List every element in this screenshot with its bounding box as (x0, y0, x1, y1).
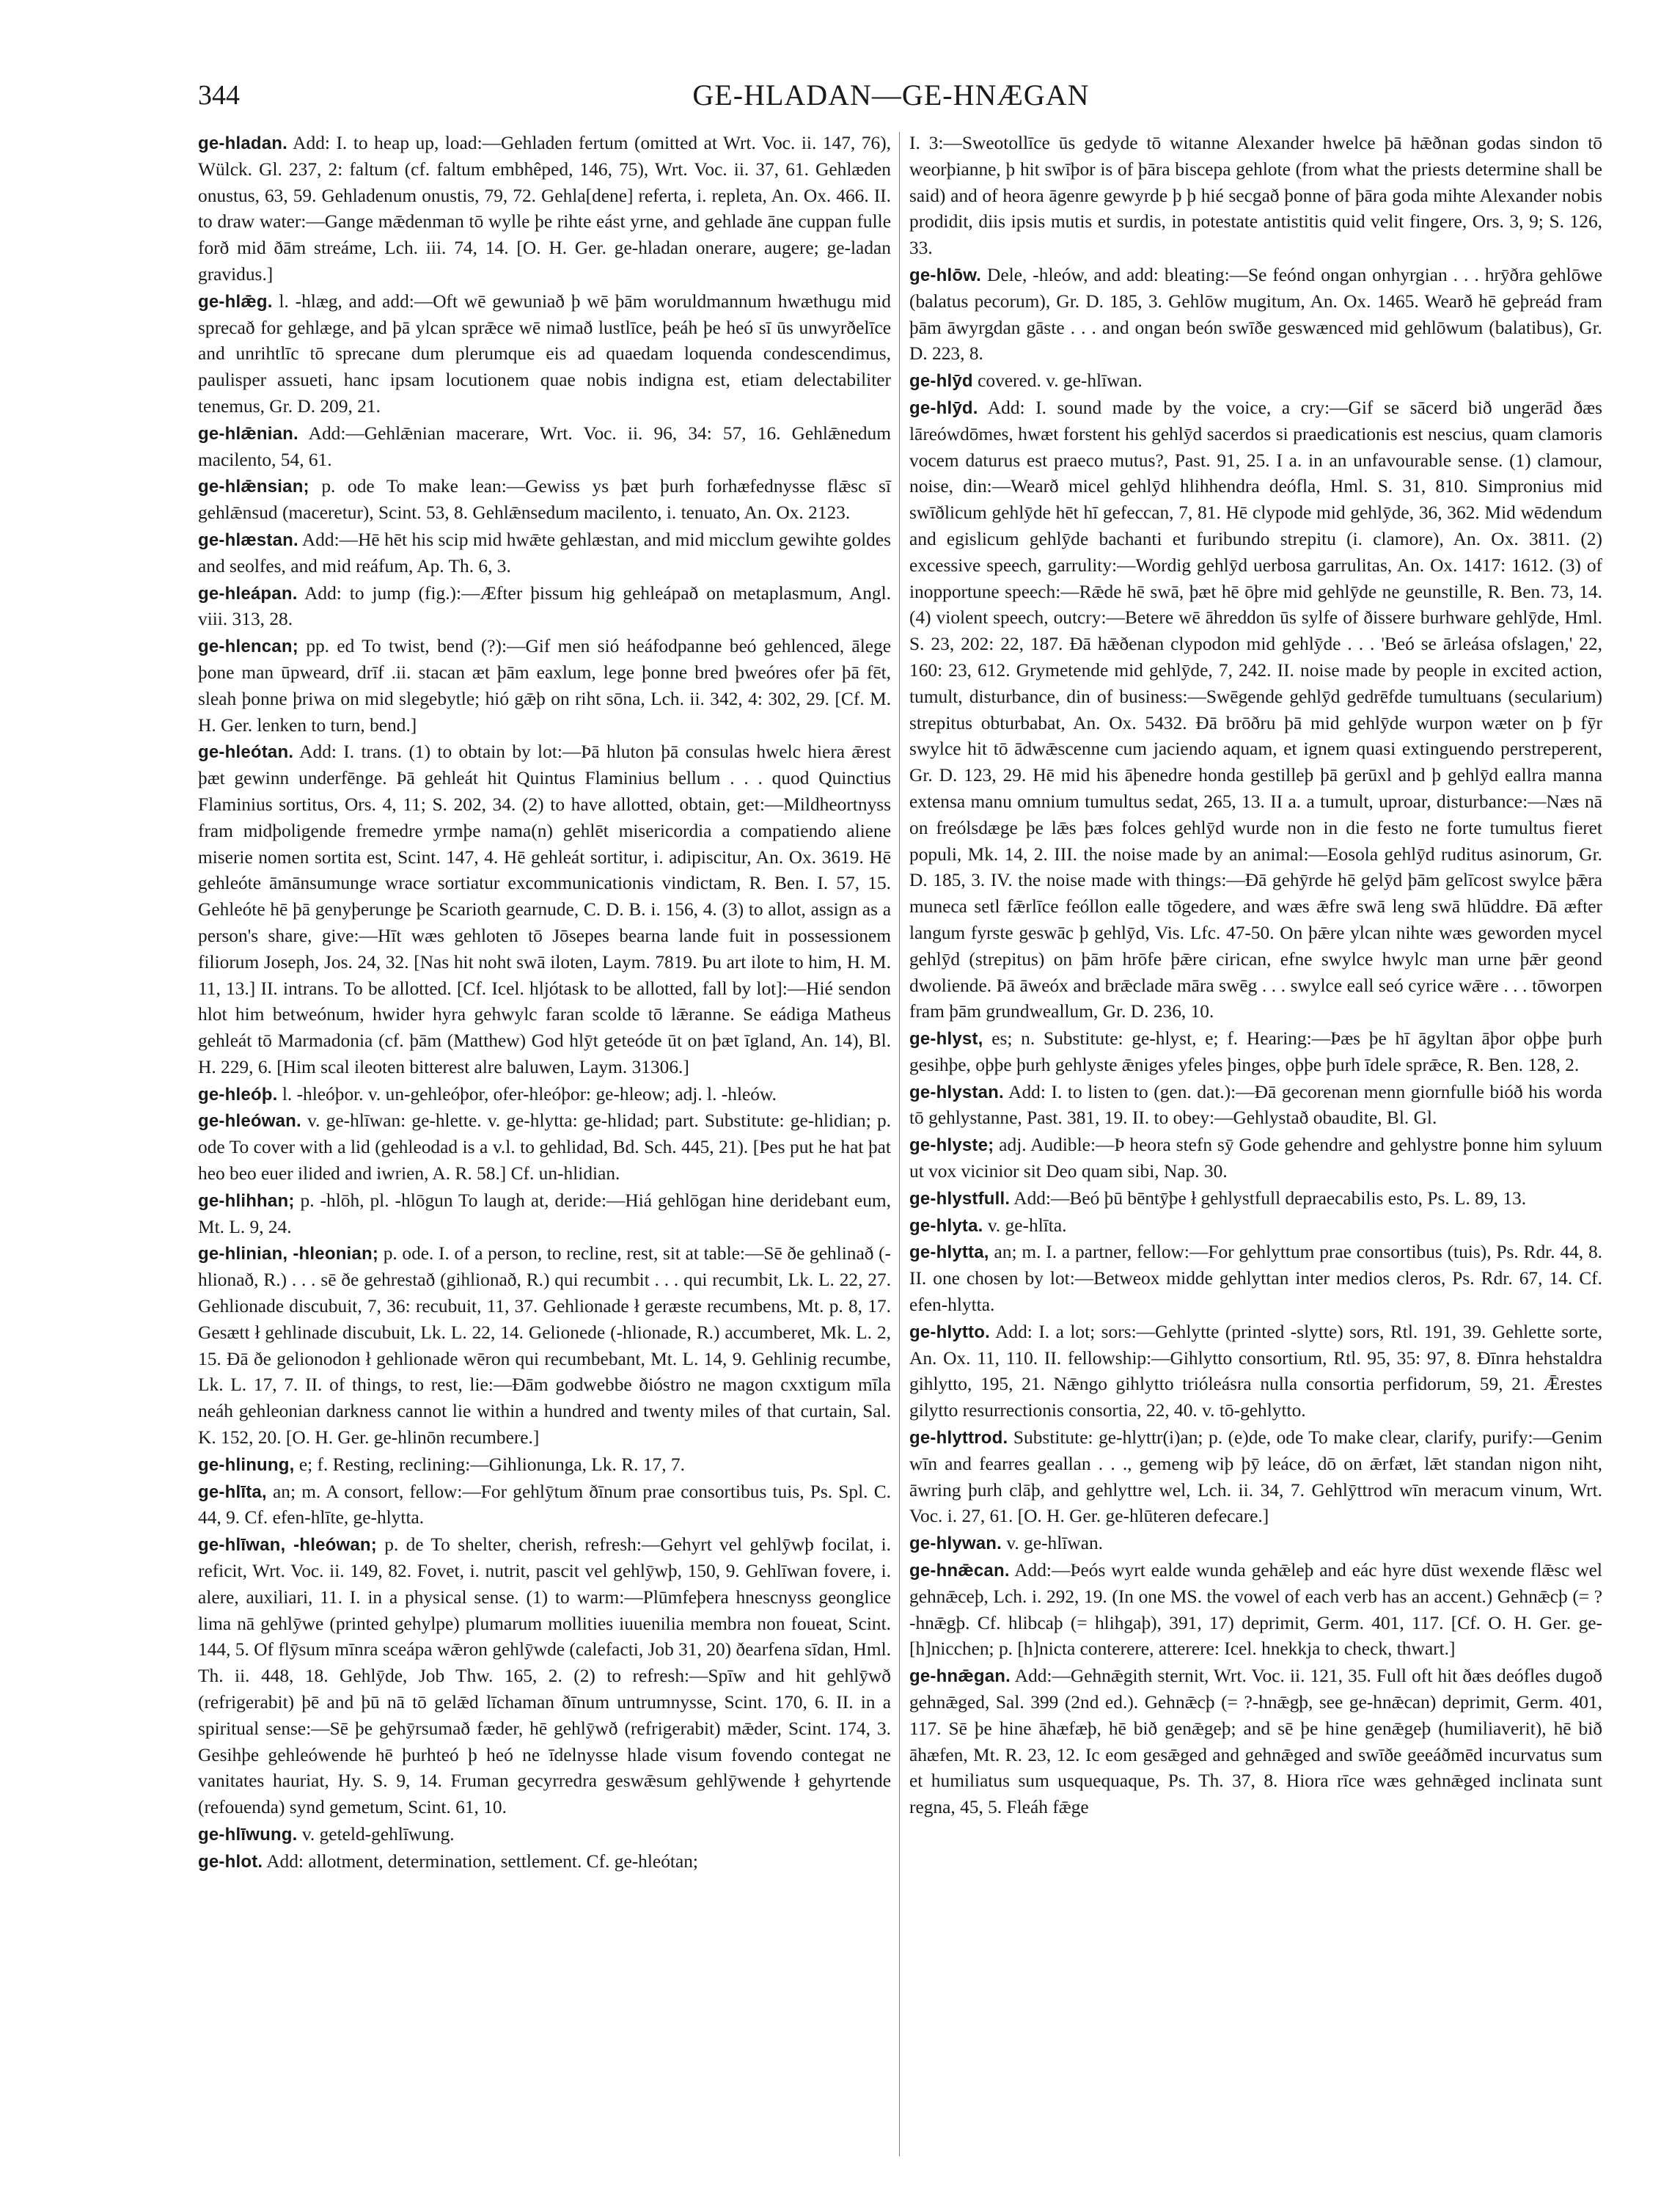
entry-definition: Add: I. to heap up, load:—Gehladen fertum (omitted at Wrt. Voc. ii. 147, 76), Wülck. Gl. 237, 2: faltum (cf. faltum embhêped, 146, 75), Wrt. Voc. ii. 37, 61. Gehlæden onustus, 63, 59. Gehladenum onustis, 79, 72. Gehla[dene] referta, i. repleta, An. Ox. 466. II. to draw water:—Gange mǣdenman tō wylle þe rihte eást yrne, and gehlade āne cuppan fulle forð mid ðām streáme, Lch. iii. 74, 14. [O. H. Ger. ge-hladan onerare, augere; ge-ladan gravidus.] (198, 133, 891, 285)
entry-headword: ge-hlǣnian. (198, 423, 298, 444)
entry-definition: I. 3:—Sweotollīce ūs gedyde tō witanne Alexander hwelce þā hǣðnan godas sindon tō weorþianne, þ hit swīþor is of þāra biscepa gehlote (from what the priests determine shall be said) and of heora āgenre gewyrde þ þ hié secgað þonne of þāra goda mihte Alexander nobis prodidit, diis ipsis mutis et surdis, in potestate antistitis quid velit fingere, Ors. 3, 9; S. 126, 33. (909, 133, 1602, 259)
dictionary-entry (909, 1425, 1602, 1530)
entry-headword: ge-hlywan. (909, 1534, 1002, 1554)
entry-definition: p. de To shelter, cherish, refresh:—Gehyrt vel gehlȳwþ focilat, i. reficit, Wrt. Voc. ii. 149, 82. Fovet, i. nutrit, pascit vel gehlȳwþ, 150, 9. Gehlīwan fovere, i. alere, auxiliari, 11. I. in a physical sense. (1) to warm:—Plūmfeþera hnescnyss geonglice lima nā gehlȳwe (printed gehylpe) plumarum mollities iuuenilia membra non foueat, Scint. 144, 5. Of flȳsum mīnra sceápa wǣron gehlȳwde (calefacti, Job 31, 20) ðearfena sīdan, Hml. Th. ii. 448, 18. Gehlȳde, Job Thw. 165, 2. (2) to refresh:—Spīw and hit gehlȳwð (refrigerabit) þē and þū nā tō gelǣd līchaman ðīnum untrumnysse, Scint. 170, 6. II. in a spiritual sense:—Sē þe gehȳrsumað fæder, hē gehlȳwð (refrigerabit) mǣder, Scint. 174, 3. Gesihþe gehleówende hē þurhteó þ heó ne īdelnysse hlade visum fovendo contegat ne vanitates hauriat, Hy. S. 9, 14. Fruman gecyrredra geswǣsum gehlȳwende ł gehyrtende (refouenda) synd gemetum, Scint. 61, 10. (198, 1534, 891, 1818)
entry-definition: pp. ed To twist, bend (?):—Gif men sió heáfodpanne beó gehlenced, ālege þone man ūpweard, drīf .ii. stacan æt þām eaxlum, lege þonne bred þweóres ofer þā fēt, sleah þonne þriwa on mid slegebytle; hió gǣþ on riht sōna, Lch. ii. 342, 4: 302, 29. [Cf. M. H. Ger. lenken to turn, bend.] (198, 636, 891, 736)
entry-definition: Add:—Beó þū bēntȳþe ł gehlystfull depraecabilis esto, Ps. L. 89, 13. (1013, 1187, 1527, 1209)
entry-definition: Add:—Gehlǣnian macerare, Wrt. Voc. ii. 96, 34: 57, 16. Gehlǣnedum macilento, 54, 61. (198, 422, 892, 470)
page-header (198, 73, 1584, 117)
dictionary-entry (198, 1188, 891, 1241)
entry-headword: ge-hleówan. (198, 1111, 301, 1132)
dictionary-entry (198, 581, 891, 634)
dictionary-entry (198, 131, 891, 288)
dictionary-entry (909, 131, 1602, 262)
entry-definition: p. ode To make lean:—Gewiss ys þæt þurh forhæfednysse flǣsc sī gehlǣnsud (maceretur), Scint. 53, 8. Gehlǣnsedum macilento, i. tenuato, An. Ox. 2123. (198, 476, 891, 524)
dictionary-entry (198, 527, 891, 580)
dictionary-entry (909, 395, 1602, 1025)
right-column (909, 131, 1602, 1822)
entry-headword: ge-hleóþ. (198, 1084, 278, 1105)
entry-definition: Add: allotment, determination, settlement. Cf. ge-hleótan; (266, 1850, 698, 1872)
dictionary-entry (198, 739, 891, 1080)
entry-definition: an; m. I. a partner, fellow:—For gehlyttum prae consortibus (tuis), Ps. Rdr. 44, 8. II. one chosen by lot:—Betweox midde gehlyttan inter medios cleros, Ps. Rdr. 67, 14. Cf. efen-hlytta. (909, 1242, 1602, 1316)
dictionary-entry (198, 1532, 891, 1821)
entry-headword: ge-hlæstan. (198, 530, 298, 550)
entry-definition: Add:—Gehnǣgith sternit, Wrt. Voc. ii. 121, 35. Full oft hit ðæs deófles dugoð gehnǣged, Sal. 399 (2nd ed.). Gehnǣcþ (= ?-hnǣgþ, see ge-hnǣcan) deprimit, Germ. 401, 117. Sē þe hine āhæfæþ, hē bið genǣgeþ; and sē þe hine genǣgeþ (humiliaverit), hē bið āhæfen, Mt. R. 23, 12. Ic eom gesǣged and gehnǣged and swīðe geeáðmēd incurvatus sum et humiliatus sum usquequaque, Ps. Th. 37, 8. Hiora rīce wæs gehnǣged inclinata sunt regna, 45, 5. Fleáh fǣge (909, 1666, 1602, 1818)
dictionary-entry (198, 289, 891, 420)
entry-definition: Add: I. to listen to (gen. dat.):—Ðā gecorenan menn giornfulle bióð his worda tō gehlystanne, Past. 381, 19. II. to obey:—Gehlystað obaudite, Bl. Gl. (909, 1081, 1602, 1129)
entry-headword: ge-hlǣg. (198, 291, 273, 312)
dictionary-entry (198, 1822, 891, 1848)
entry-definition: Add:—Þeós wyrt ealde wunda gehǣleþ and eác hyre dūst wexende flǣsc wel gehnǣceþ, Lch. i. 292, 19. (In one MS. the vowel of each verb has an accent.) Gehnǣcþ (= ?-hnǣgþ. Cf. hlibcaþ (= hlihgaþ), 391, 17) deprimit, Germ. 401, 117. [Cf. O. H. Ger. ge-[h]nicchen; p. [h]nicta conterere, atterere: Icel. hnekkja to check, thwart.] (909, 1560, 1602, 1660)
entry-headword: ge-hlīta, (198, 1482, 267, 1502)
left-column (198, 131, 891, 1876)
dictionary-entry (909, 1558, 1602, 1663)
entry-definition: an; m. A consort, fellow:—For gehlȳtum ðīnum prae consortibus tuis, Ps. Spl. C. 44, 9. Cf. efen-hlīte, ge-hlytta. (198, 1481, 891, 1528)
dictionary-entry (198, 1479, 891, 1532)
dictionary-entry (909, 1319, 1602, 1424)
entry-headword: ge-hlīwan, -hleówan; (198, 1535, 377, 1556)
entry-headword: ge-hnǣcan. (909, 1561, 1010, 1581)
entry-definition: Add: I. trans. (1) to obtain by lot:—Þā hluton þā consulas hwelc hiera ǣrest þæt gewinn underfēnge. Þā gehleát hit Quintus Flaminius bellum . . . quod Quinctius Flaminius sortitus, Ors. 4, 11; S. 202, 34. (2) to have allotted, obtain, get:—Mildheortnyss fram midþoligende fremedre yrmþe nama(n) gehlēt misericordia a compatiendo aliene miserie nomen sortita est, Scint. 147, 4. Hē gehleát sortitur, i. adipiscitur, An. Ox. 3619. Hē gehleóte āmānsumunge wrace sortiatur excommunicationis vindictam, R. Ben. I. 57, 15. Gehleóte hē þā genyþerunge þe Scarioth gearnude, C. D. B. i. 156, 4. (3) to allot, assign as a person's share, give:—Hīt wæs gehloten tō Jōsepes bearna lande fuit in possessionem filiorum Joseph, Jos. 24, 32. [Nas hit noht swā iloten, Laym. 7819. Þu art ilote to him, H. M. 11, 13.] II. intrans. To be allotted. [Cf. Icel. hljótask to be allotted, fall by lot]:—Hié sendon hlot him betweónum, hwider hyra gehwylc faran scolde tō lǣranne. Se eádiga Matheus gehleát tō Marmadonia (cf. þām (Matthew) God hlȳt geteóde ūt on þæt īgland, An. 14), Bl. H. 229, 6. [Him scal ileoten bitterest alre baluwen, Laym. 31306.] (198, 741, 892, 1077)
entry-definition: e; f. Resting, reclining:—Gihlionunga, Lk. R. 17, 7. (298, 1454, 685, 1475)
entry-headword: ge-hlyste; (909, 1135, 994, 1156)
dictionary-entry (909, 1213, 1602, 1239)
entry-headword: ge-hnǣgan. (909, 1666, 1011, 1687)
entry-definition: v. ge-hlīta. (987, 1215, 1067, 1236)
dictionary-entry (909, 1026, 1602, 1079)
dictionary-entry (198, 1082, 891, 1108)
dictionary-entry (198, 421, 891, 474)
entry-headword: ge-hlȳd (909, 371, 973, 392)
entry-headword: ge-hladan. (198, 133, 288, 153)
entry-definition: Add: I. sound made by the voice, a cry:—Gif se sācerd bið ungerād ðæs lāreówdōmes, hwæt forstent his gehlȳd sacerdos si praedicationis est nescius, quam clamoris vocem daturus est praeco mutus?, Past. 91, 25. I a. in an unfavourable sense. (1) clamour, noise, din:—Wearð micel gehlȳd hlihhendra deófla, Hml. S. 31, 810. Simpronius mid swīðlicum gehlȳde hēt hī gefeccan, 7, 81. Hē clypode mid gehlȳde, 36, 362. Mid wēdendum and egislicum gehlȳde bachanti et furibundo strepitu (i. clamore), An. Ox. 3811. (2) excessive speech, garrulity:—Wordig gehlȳd uerbosa garrulitas, An. Ox. 1417: 1612. (3) of inopportune speech:—Rǣde hē swā, þæt hē ōþre mid gehlȳde ne geunstille, R. Ben. 73, 14. (4) violent speech, outcry:—Betere wē āhreddon ūs sylfe of ðissere burhware gehlȳde, Hml. S. 23, 202: 22, 187. Ðā hǣðenan clypodon mid gehlȳde . . . 'Beó se ārleása ofslagen,' 22, 160: 23, 612. Grymetende mid gehlȳde, 7, 242. II. noise made by people in excited action, tumult, disturbance, din of business:—Swēgende gehlȳd gedrēfde tumultuans (secularium) strepitus obturbabat, An. Ox. 5432. Ðā brōðru þā mid gehlȳde wurpon wæter on þ fȳr swylce hit tō ādwǣscenne cum jaciendo aquam, et ignem quasi extinguendo perstreperent, Gr. D. 123, 29. Hē mid his āþenedre honda gestilleþ þā gerūxl and þ gehlȳd eallra manna extensa manu omnium tumultus sedat, 265, 13. II a. a tumult, uproar, disturbance:—Næs nā on freólsdæge þe lǣs þæs folces gehlȳd wurde non in die festo ne forte tumultus fieret populi, Mk. 14, 2. III. the noise made by an animal:—Eosola gehlȳd ruditus asinorum, Gr. D. 185, 3. IV. the noise made with things:—Ðā gehȳrde hē gelȳd þām gelīcost swylce þǣra muneca setl fǣrlīce feóllon ealle tōgedere, and wæs ǣfre swā leng swā hlūddre. Ðā æfter langum fyrste geswāc þ gehlȳd, Vis. Lfc. 47-50. On þǣre ylcan nihte wæs geworden mycel gehlȳd (strepitus) on þām hrōfe þǣre cirican, efne swylce hwylc man urne þǣr geond dwoliende. Þā āweóx and brǣclade māra swēg . . . swylce eall seó cyrice wǣre . . . tōworpen fram þām grundweallum, Gr. D. 236, 10. (909, 397, 1602, 1022)
dictionary-entry (909, 1531, 1602, 1557)
entry-headword: ge-hlīwung. (198, 1825, 298, 1845)
entry-definition: Add: to jump (fig.):—Æfter þissum hig gehleápað on metaplasmum, Angl. viii. 313, 28. (198, 582, 891, 630)
dictionary-entry (198, 1849, 891, 1875)
page-number: 344 (198, 80, 240, 111)
dictionary-entry (198, 1452, 891, 1479)
entry-headword: ge-hlihhan; (198, 1190, 295, 1211)
dictionary-entry (909, 1186, 1602, 1212)
entry-definition: l. -hleóþor. v. un-gehleóþor, ofer-hleóþor: ge-hleow; adj. l. -hleów. (282, 1083, 777, 1105)
entry-definition: covered. v. ge-hlīwan. (978, 370, 1143, 392)
dictionary-entry (198, 1241, 891, 1451)
running-title: GE-HLADAN—GE-HNÆGAN (692, 78, 1090, 111)
entry-definition: Add:—Hē hēt his scip mid hwǣte gehlæstan, and mid micclum gewihte goldes and seolfes, and mid reáfum, Ap. Th. 6, 3. (198, 529, 891, 576)
dictionary-entry (909, 368, 1602, 395)
dictionary-entry (198, 634, 891, 739)
entry-headword: ge-hlōw. (909, 265, 982, 285)
dictionary-entry (909, 1080, 1602, 1132)
entry-headword: ge-hlytta, (909, 1242, 989, 1263)
entry-headword: ge-hlystfull. (909, 1188, 1011, 1209)
entry-headword: ge-hlystan. (909, 1082, 1004, 1102)
dictionary-entry (198, 1108, 891, 1187)
entry-headword: ge-hlyst, (909, 1029, 983, 1050)
entry-headword: ge-hlinung, (198, 1454, 295, 1475)
dictionary-entry (909, 1663, 1602, 1821)
entry-definition: l. -hlæg, and add:—Oft wē gewuniað þ wē þām woruldmannum hwæthugu mid sprecað for gehlæge, and þā ylcan sprǣce wē nimað lustlīce, þeáh þe heó sī ūs unwyrðelīce and unrihtlīc tō sprecane dum plerumque eis ad quaedam loquenda condescendimus, paulisper assueti, hanc ipsam locutionem quae nobis indigna est, etiam delectabiliter tenemus, Gr. D. 209, 21. (198, 290, 891, 417)
entry-definition: v. ge-hlīwan. (1006, 1533, 1104, 1554)
entry-headword: ge-hleótan. (198, 742, 294, 763)
entry-definition: p. -hlōh, pl. -hlōgun To laugh at, deride:—Hiá gehlōgan hine deridebant eum, Mt. L. 9, 24. (198, 1190, 891, 1237)
entry-definition: Dele, -hleów, and add: bleating:—Se feónd ongan onhyrgian . . . hrȳðra gehlōwe (balatus pecorum), Gr. D. 185, 3. Gehlōw mugitum, An. Ox. 1465. Wearð hē geþreád fram þām āwyrgdan gāste . . . and ongan beón swīðe geswænced mid gehlōwum (balatibus), Gr. D. 223, 8. (909, 264, 1602, 365)
entry-headword: ge-hlinian, -hleonian; (198, 1244, 379, 1264)
entry-definition: es; n. Substitute: ge-hlyst, e; f. Hearing:—Þæs þe hī āgyltan āþor oþþe þurh gesihþe, oþþe þurh gehlyste ǣniges yfeles þinges, oþþe þurh īdele sprǣce, R. Ben. 128, 2. (909, 1028, 1602, 1075)
entry-definition: v. ge-hlīwan: ge-hlette. v. ge-hlytta: ge-hlidad; part. Substitute: ge-hlidian; p. ode To cover with a lid (gehleodad is a v.l. to gehlidad, Bd. Sch. 445, 21). [Þes put he hat þat heo beo euer ilided and iwrien, A. R. 58.] Cf. un-hlidian. (198, 1110, 891, 1184)
entry-headword: ge-hlǣnsian; (198, 477, 309, 497)
entry-headword: ge-hleápan. (198, 583, 298, 604)
entry-headword: ge-hlȳd. (909, 398, 978, 418)
entry-headword: ge-hlot. (198, 1851, 263, 1872)
dictionary-entry (909, 1239, 1602, 1318)
dictionary-entry (909, 263, 1602, 367)
entry-definition: Substitute: ge-hlyttr(i)an; p. (e)de, ode To make clear, clarify, purify:—Genim wīn and fearres geallan . . ., gemeng wiþ þȳ leáce, dō on ǣrfæt, lǣt standan nigon niht, āwring þurh clāþ, and gehlyttre wel, Lch. ii. 34, 7. Gehlȳttrod wīn meracum vinum, Wrt. Voc. i. 27, 61. [O. H. Ger. ge-hlūteren defecare.] (909, 1427, 1602, 1527)
entry-definition: adj. Audible:—Þ heora stefn sȳ Gode gehendre and gehlystre þonne him syluum ut vox vicinior sit Deo quam sibi, Nap. 30. (909, 1135, 1602, 1182)
entry-definition: p. ode. I. of a person, to recline, rest, sit at table:—Sē ðe gehlinað (-hlionað, R.) . . . sē ðe gehrestað (gihlionað, R.) qui recumbit . . . qui recumbit, Lk. L. 22, 27. Gehlionade discubuit, 7, 36: recubuit, 11, 37. Gehlionade ł geræste recumbens, Mt. p. 8, 17. Gesætt ł gehlinade discubuit, Lk. L. 22, 14. Gelionede (-hlionade, R.) accumberet, Mk. L. 2, 15. Ðā ðe gelionodon ł gehlionade wēron qui recumbebant, Mt. L. 14, 9. Gehlinig recumbe, Lk. L. 17, 7. II. of things, to rest, lie:—Ðām godwebbe ðióstro ne magon cxxtigum mīla neáh gehleonian darkness cannot lie within a hundred and twenty miles of that curtain, Sal. K. 152, 20. [O. H. Ger. ge-hlinōn recumbere.] (198, 1243, 891, 1449)
entry-headword: ge-hlytto. (909, 1322, 990, 1342)
entry-headword: ge-hlyta. (909, 1215, 983, 1236)
column-divider (899, 132, 900, 2156)
entry-headword: ge-hlencan; (198, 637, 298, 657)
entry-definition: Add: I. a lot; sors:—Gehlytte (printed -slytte) sors, Rtl. 191, 39. Gehlette sorte, An. Ox. 11, 110. II. fellowship:—Gihlytto consortium, Rtl. 95, 35: 97, 8. Ðīnra hehstaldra gihlytto, 195, 21. Nǣngo gihlytto trióleásra nulla consortia perfidorum, 59, 21. Ǣrestes gilytto resurrectionis consortia, 22, 40. v. tō-gehlytto. (909, 1321, 1603, 1421)
dictionary-entry (909, 1132, 1602, 1185)
entry-definition: v. geteld-gehlīwung. (301, 1824, 455, 1845)
entry-headword: ge-hlyttrod. (909, 1428, 1008, 1449)
dictionary-entry (198, 474, 891, 527)
